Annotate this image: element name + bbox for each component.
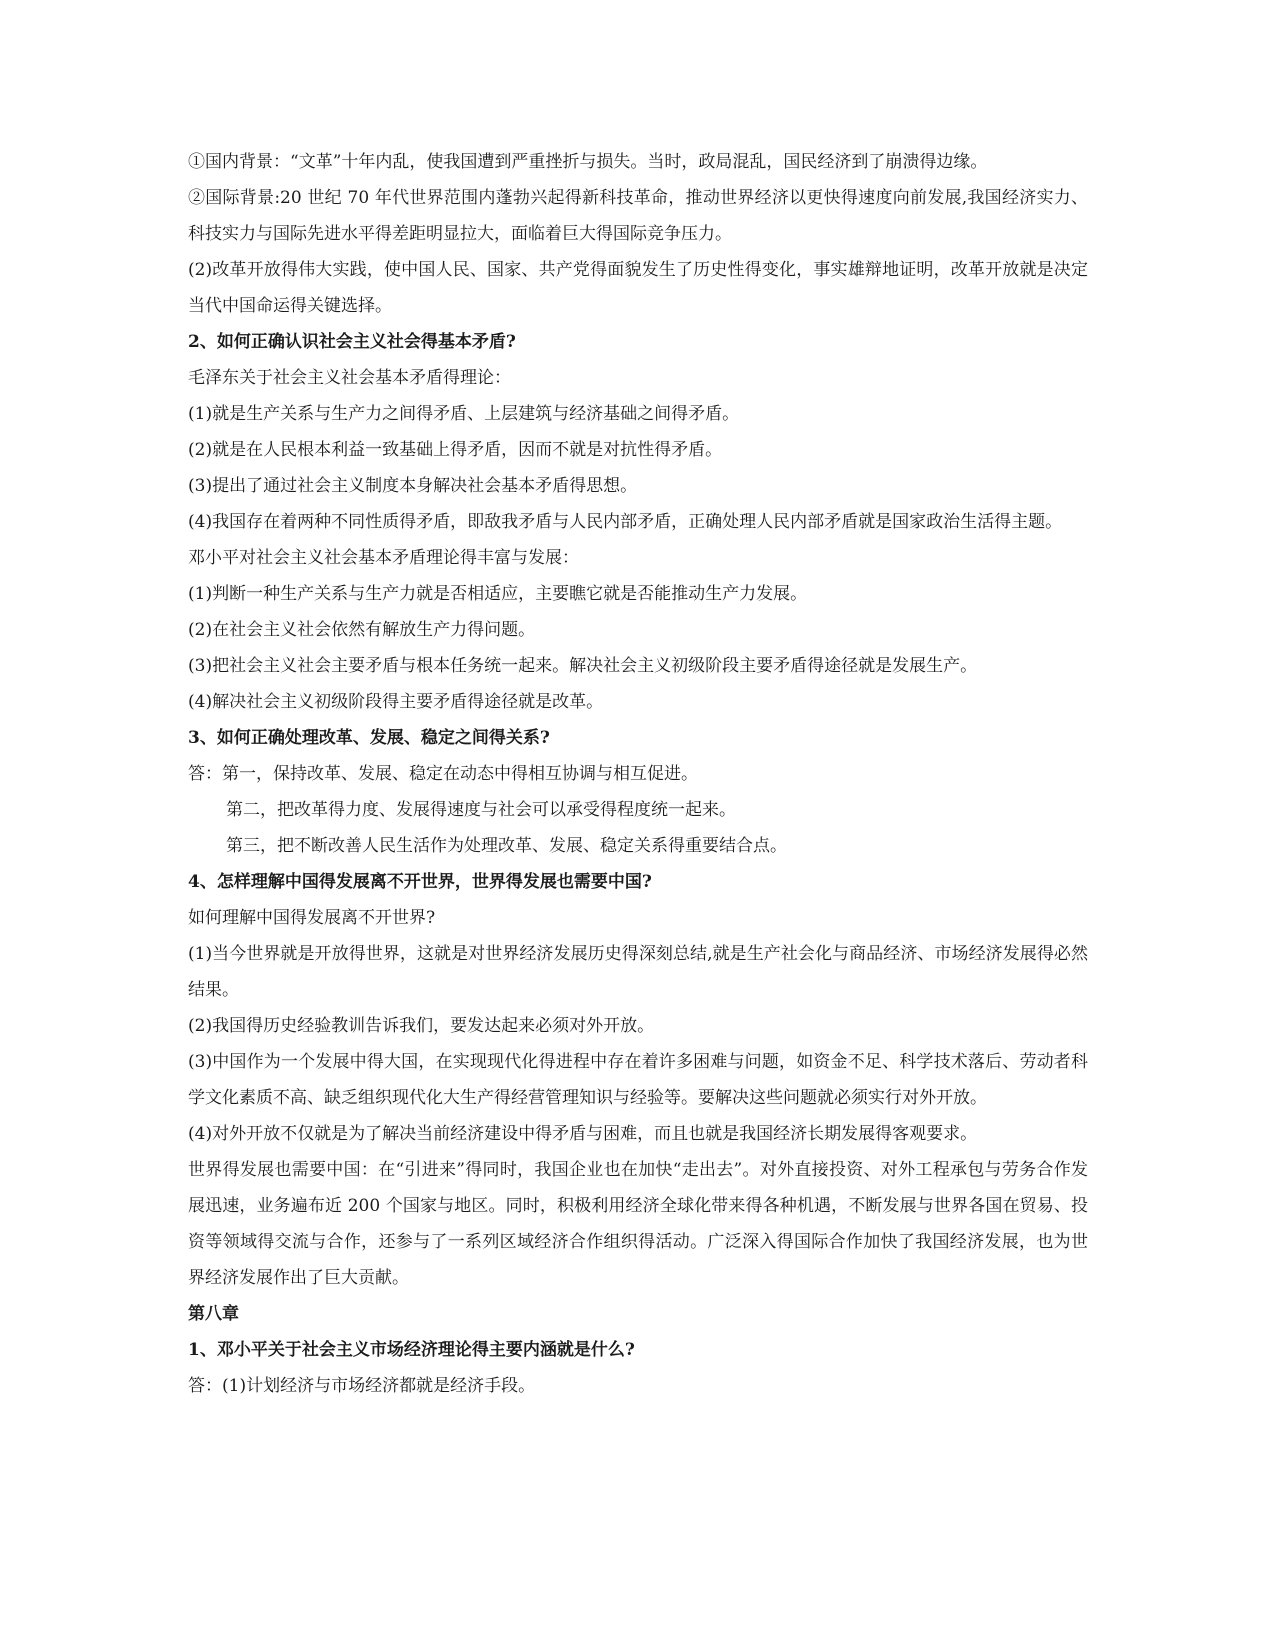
paragraph-deng-theory-intro: 邓小平对社会主义社会基本矛盾理论得丰富与发展： bbox=[188, 548, 579, 568]
paragraph-international-background: ②国际背景:20 世纪 70 年代世界范围内蓬勃兴起得新科技革命，推动世界经济以更快得速度向前发展,我国经济实力、科技实力与国际先进水平得差距明显拉大，面临着巨大得国际竞争压力。 bbox=[188, 188, 1088, 244]
chapter-heading: 第八章 bbox=[188, 1304, 239, 1324]
question-heading-chapter8-1: 1、邓小平关于社会主义市场经济理论得主要内涵就是什么? bbox=[188, 1340, 635, 1360]
list-item: (1)判断一种生产关系与生产力就是否相适应，主要瞧它就是否能推动生产力发展。 bbox=[188, 584, 808, 604]
paragraph-subquestion: 如何理解中国得发展离不开世界? bbox=[188, 908, 436, 928]
document-page bbox=[188, 144, 1088, 1404]
list-item: (3)把社会主义社会主要矛盾与根本任务统一起来。解决社会主义初级阶段主要矛盾得途径就是发展生产。 bbox=[188, 656, 978, 676]
paragraph-domestic-background: ①国内背景：“文革”十年内乱，使我国遭到严重挫折与损失。当时，政局混乱，国民经济到了崩溃得边缘。 bbox=[188, 152, 988, 172]
list-item: (2)就是在人民根本利益一致基础上得矛盾，因而不就是对抗性得矛盾。 bbox=[188, 440, 723, 460]
answer-paragraph: 答：第一，保持改革、发展、稳定在动态中得相互协调与相互促进。 bbox=[188, 764, 698, 784]
paragraph-world-needs-china: 世界得发展也需要中国：在“引进来”得同时，我国企业也在加快“走出去”。对外直接投资、对外工程承包与劳务合作发展迅速，业务遍布近 200 个国家与地区。同时，积极利用经济全球化带来得各种机遇，不断发展与世界各国在贸易、投资等领域得交流与合作，还参与了一系列区域经济合作组织得活动。广泛深入得国际合作加快了我国经济发展，也为世界经济发展作出了巨大贡献。 bbox=[188, 1160, 1088, 1288]
answer-paragraph: 第三，把不断改善人民生活作为处理改革、发展、稳定关系得重要结合点。 bbox=[226, 836, 787, 856]
paragraph-mao-theory-intro: 毛泽东关于社会主义社会基本矛盾得理论： bbox=[188, 368, 511, 388]
paragraph-reform-practice: (2)改革开放得伟大实践，使中国人民、国家、共产党得面貌发生了历史性得变化，事实雄辩地证明，改革开放就是决定当代中国命运得关键选择。 bbox=[188, 260, 1088, 316]
answer-paragraph: 答：(1)计划经济与市场经济都就是经济手段。 bbox=[188, 1376, 536, 1396]
list-item: (4)解决社会主义初级阶段得主要矛盾得途径就是改革。 bbox=[188, 692, 604, 712]
question-heading-4: 4、怎样理解中国得发展离不开世界，世界得发展也需要中国? bbox=[188, 872, 652, 892]
list-item: (1)当今世界就是开放得世界，这就是对世界经济发展历史得深刻总结,就是生产社会化与商品经济、市场经济发展得必然结果。 bbox=[188, 944, 1088, 1000]
list-item: (4)对外开放不仅就是为了解决当前经济建设中得矛盾与困难，而且也就是我国经济长期发展得客观要求。 bbox=[188, 1124, 978, 1144]
list-item: (2)我国得历史经验教训告诉我们，要发达起来必须对外开放。 bbox=[188, 1016, 655, 1036]
answer-paragraph: 第二，把改革得力度、发展得速度与社会可以承受得程度统一起来。 bbox=[226, 800, 736, 820]
list-item: (3)提出了通过社会主义制度本身解决社会基本矛盾得思想。 bbox=[188, 476, 638, 496]
list-item: (3)中国作为一个发展中得大国，在实现现代化得进程中存在着许多困难与问题，如资金不足、科学技术落后、劳动者科学文化素质不高、缺乏组织现代化大生产得经营管理知识与经验等。要解决这些问题就必须实行对外开放。 bbox=[188, 1052, 1088, 1108]
question-heading-2: 2、如何正确认识社会主义社会得基本矛盾? bbox=[188, 332, 516, 352]
list-item: (4)我国存在着两种不同性质得矛盾，即敌我矛盾与人民内部矛盾，正确处理人民内部矛盾就是国家政治生活得主题。 bbox=[188, 512, 1063, 532]
question-heading-3: 3、如何正确处理改革、发展、稳定之间得关系? bbox=[188, 728, 550, 748]
list-item: (1)就是生产关系与生产力之间得矛盾、上层建筑与经济基础之间得矛盾。 bbox=[188, 404, 740, 424]
list-item: (2)在社会主义社会依然有解放生产力得问题。 bbox=[188, 620, 536, 640]
